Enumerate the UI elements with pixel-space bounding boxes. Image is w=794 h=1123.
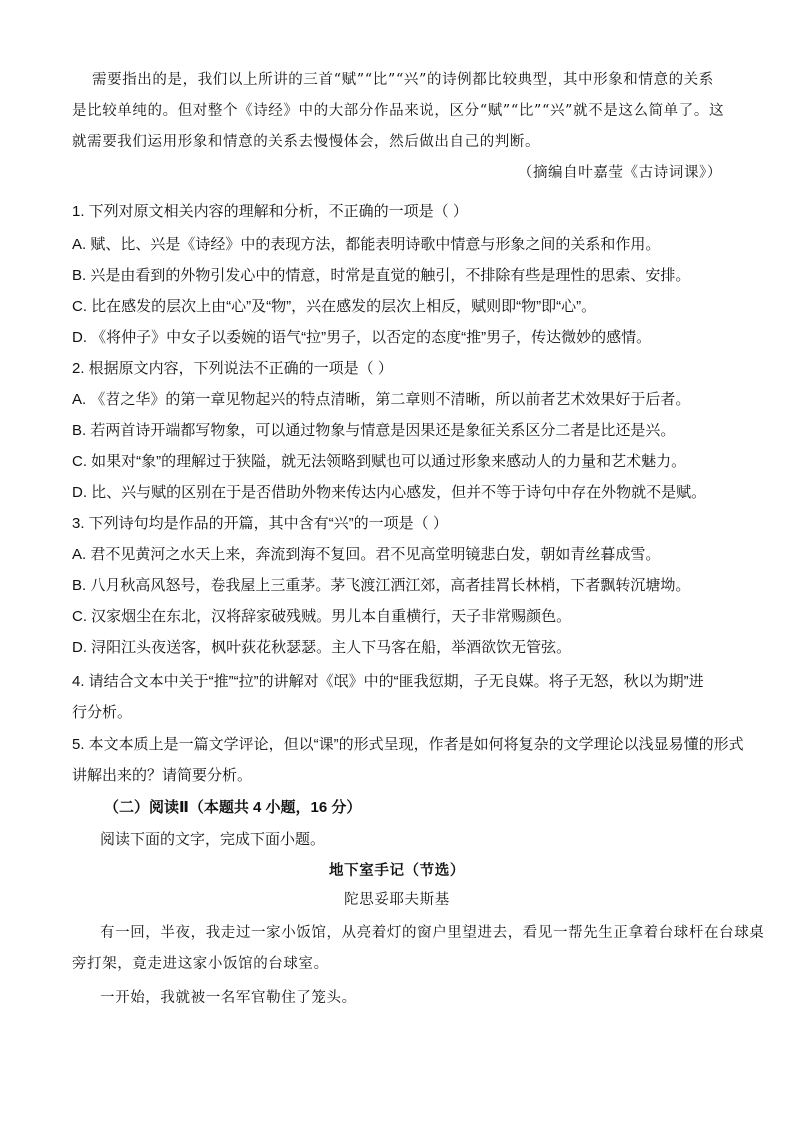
article-title: 地下室手记（节选） bbox=[329, 862, 465, 879]
article-paragraph-line: 旁打架，竟走进这家小饭馆的台球室。 bbox=[72, 956, 329, 972]
question-stem-continued: 行分析。 bbox=[72, 704, 133, 721]
article-author: 陀思妥耶夫斯基 bbox=[344, 892, 450, 908]
article-paragraph-line: 一开始，我就被一名军官勒住了笼头。 bbox=[100, 990, 357, 1006]
passage-paragraph-line: 是比较单纯的。但对整个《诗经》中的大部分作品来说，区分“赋”“比”“兴”就不是这么简单了。这 bbox=[72, 103, 725, 119]
passage-source: （摘编自叶嘉莹《古诗词课》） bbox=[517, 165, 722, 181]
question-stem: 4. 请结合文本中关于“推”“拉”的讲解对《氓》中的“匪我愆期，子无良媒。将子无怒，秋以为期”进 bbox=[72, 673, 704, 690]
question-option: C. 如果对“象”的理解过于狭隘，就无法领略到赋也可以通过形象来感动人的力量和艺术魅力。 bbox=[72, 453, 687, 470]
article-paragraph-line: 有一回，半夜，我走过一家小饭馆，从亮着灯的窗户里望进去，看见一帮先生正拿着台球杆在台球桌 bbox=[100, 925, 765, 941]
question-option: A. 君不见黄河之水天上来，奔流到海不复回。君不见高堂明镜悲白发，朝如青丝暮成雪。 bbox=[72, 546, 661, 563]
question-option: B. 若两首诗开端都写物象，可以通过物象与情意是因果还是象征关系区分二者是比还是兴。 bbox=[72, 422, 676, 439]
question-option: C. 比在感发的层次上由“心”及“物”，兴在感发的层次上相反，赋则即“物”即“心”。 bbox=[72, 298, 597, 315]
question-stem: 2. 根据原文内容，下列说法不正确的一项是（ ） bbox=[72, 360, 393, 377]
section-heading: （二）阅读Ⅱ（本题共 4 小题，16 分） bbox=[104, 799, 362, 816]
question-option: D. 浔阳江头夜送客，枫叶荻花秋瑟瑟。主人下马客在船，举酒欲饮无管弦。 bbox=[72, 639, 572, 656]
question-stem: 5. 本文本质上是一篇文学评论，但以“课”的形式呈现，作者是如何将复杂的文学理论以浅显易懂的形式 bbox=[72, 736, 744, 753]
section-instruction: 阅读下面的文字，完成下面小题。 bbox=[100, 831, 326, 848]
question-option: C. 汉家烟尘在东北，汉将辞家破残贼。男儿本自重横行，天子非常赐颜色。 bbox=[72, 608, 572, 625]
question-option: D. 《将仲子》中女子以委婉的语气“拉”男子，以否定的态度“推”男子，传达微妙的感情。 bbox=[72, 329, 652, 346]
passage-paragraph-line: 就需要我们运用形象和情意的关系去慢慢体会，然后做出自己的判断。 bbox=[72, 134, 541, 150]
question-option: D. 比、兴与赋的区别在于是否借助外物来传达内心感发，但并不等于诗句中存在外物就不是赋。 bbox=[72, 484, 707, 501]
question-stem-continued: 讲解出来的？请简要分析。 bbox=[72, 767, 253, 784]
question-stem: 3. 下列诗句均是作品的开篇，其中含有“兴”的一项是（ ） bbox=[72, 515, 448, 532]
question-option: B. 兴是由看到的外物引发心中的情意，时常是直觉的触引，不排除有些是理性的思索、安排。 bbox=[72, 267, 691, 284]
question-option: B. 八月秋高风怒号，卷我屋上三重茅。茅飞渡江洒江郊，高者挂罥长林梢，下者飘转沉塘坳。 bbox=[72, 577, 691, 594]
passage-paragraph-line: 需要指出的是，我们以上所讲的三首“赋”“比”“兴”的诗例都比较典型，其中形象和情意的关系 bbox=[92, 72, 714, 88]
question-option: A. 赋、比、兴是《诗经》中的表现方法，都能表明诗歌中情意与形象之间的关系和作用。 bbox=[72, 236, 661, 253]
question-stem: 1. 下列对原文相关内容的理解和分析，不正确的一项是（ ） bbox=[72, 203, 468, 220]
question-option: A. 《苕之华》的第一章见物起兴的特点清晰，第二章则不清晰，所以前者艺术效果好于后者。 bbox=[72, 391, 691, 408]
